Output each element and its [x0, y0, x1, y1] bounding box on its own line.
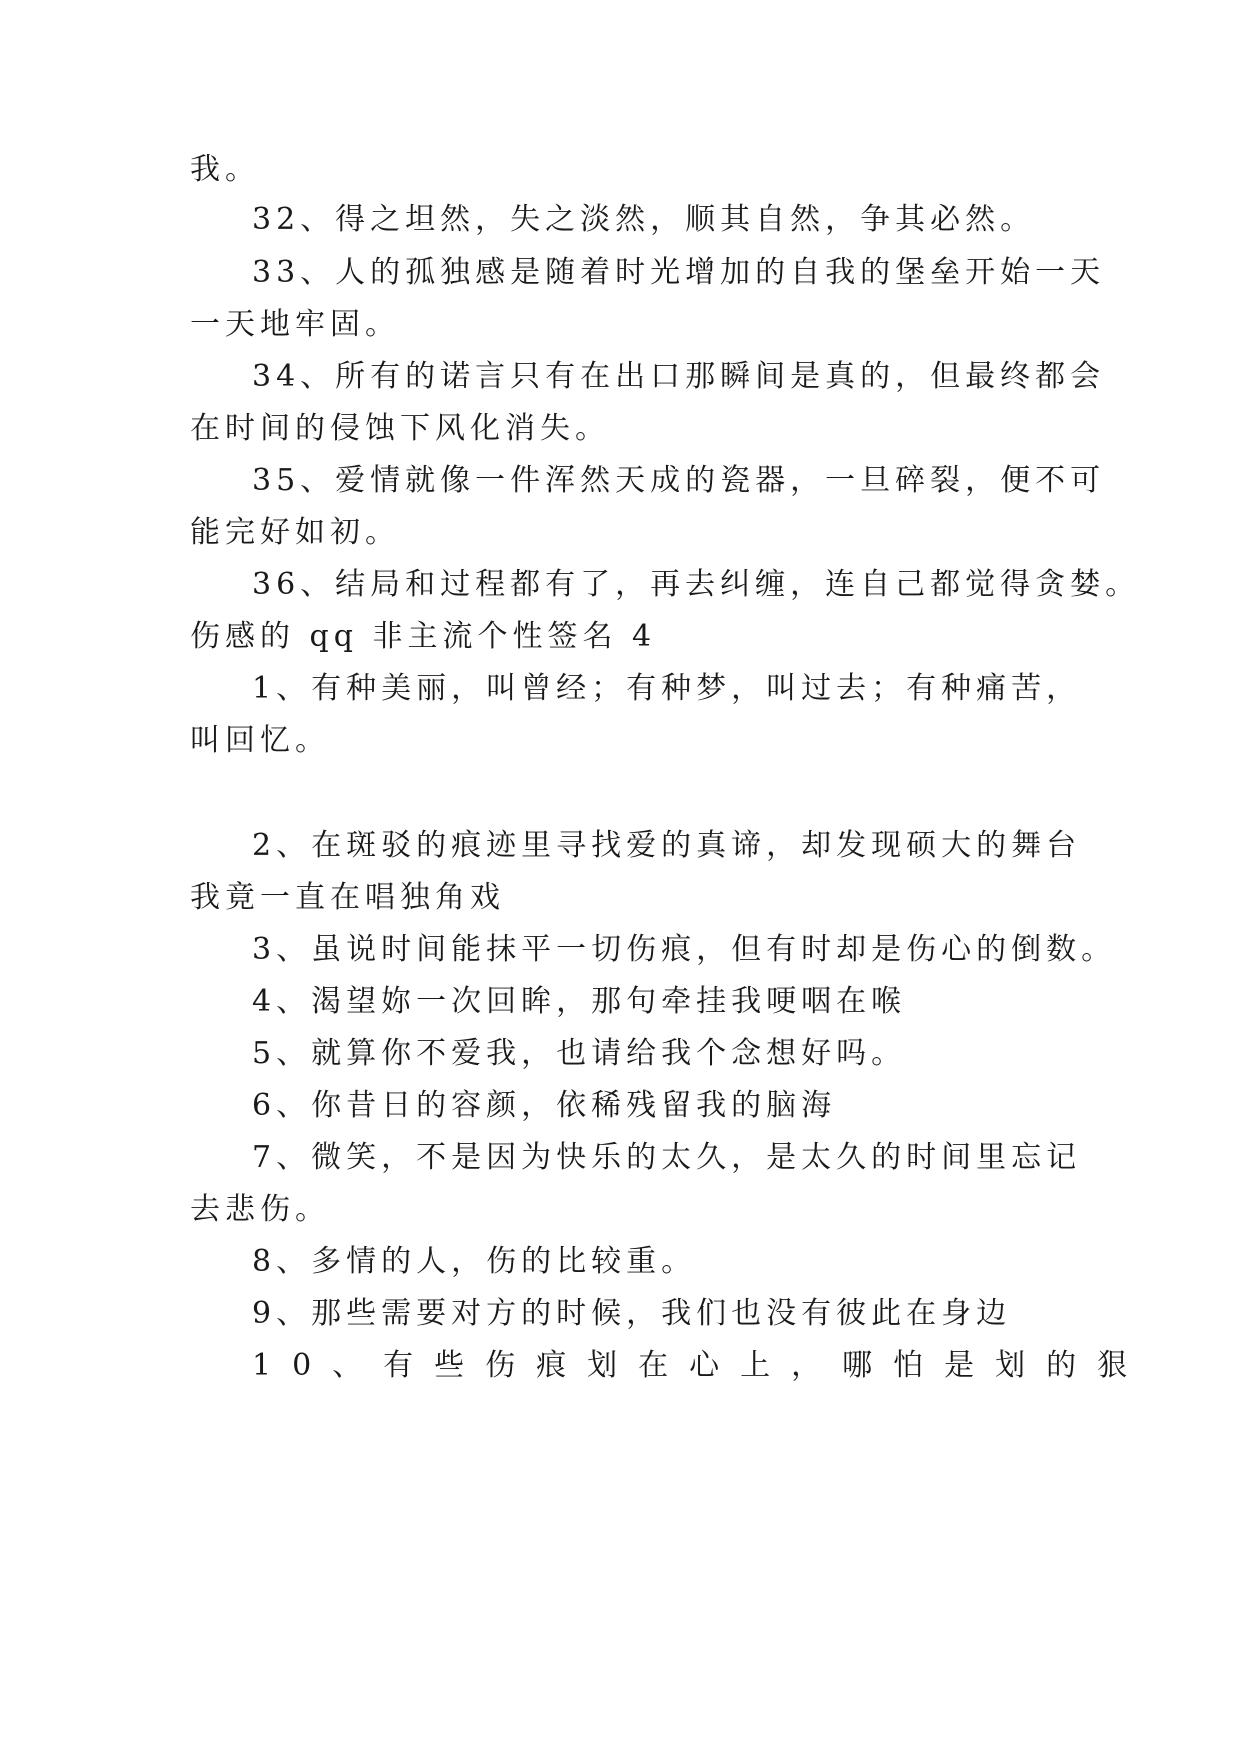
text-line: 我竟一直在唱独角戏: [190, 880, 505, 915]
text-line: 36、结局和过程都有了，再去纠缠，连自己都觉得贪婪。: [252, 567, 1141, 602]
text-line: 6、你昔日的容颜，依稀残留我的脑海: [252, 1088, 837, 1123]
text-line: 能完好如初。: [190, 515, 400, 550]
text-line: 32、得之坦然，失之淡然，顺其自然，争其必然。: [252, 202, 1036, 237]
text-line: 去悲伤。: [190, 1192, 330, 1227]
text-line: 1、有种美丽，叫曾经；有种梦，叫过去；有种痛苦，: [252, 671, 1082, 706]
text-line: 叫回忆。: [190, 723, 330, 758]
text-line: 33、人的孤独感是随着时光增加的自我的堡垒开始一天: [252, 255, 1106, 290]
text-line: 我。: [190, 152, 260, 187]
text-line: 9、那些需要对方的时候，我们也没有彼此在身边: [252, 1296, 1012, 1331]
text-line: 10、有些伤痕划在心上，哪怕是划的狠: [252, 1348, 1149, 1383]
text-line: 在时间的侵蚀下风化消失。: [190, 411, 610, 446]
text-line: 4、渴望妳一次回眸，那句牵挂我哽咽在喉: [252, 984, 907, 1019]
text-line: 8、多情的人，伤的比较重。: [252, 1244, 697, 1279]
text-line: 7、微笑，不是因为快乐的太久，是太久的时间里忘记: [252, 1140, 1082, 1175]
text-line: 一天地牢固。: [190, 307, 400, 342]
text-line: 2、在斑驳的痕迹里寻找爱的真谛，却发现硕大的舞台: [252, 828, 1082, 863]
section-heading: 伤感的 qq 非主流个性签名 4: [190, 619, 657, 654]
text-line: 5、就算你不爱我，也请给我个念想好吗。: [252, 1036, 907, 1071]
text-line: 35、爱情就像一件浑然天成的瓷器，一旦碎裂，便不可: [252, 463, 1106, 498]
text-line: 34、所有的诺言只有在出口那瞬间是真的，但最终都会: [252, 359, 1106, 394]
text-line: 3、虽说时间能抹平一切伤痕，但有时却是伤心的倒数。: [252, 932, 1117, 967]
